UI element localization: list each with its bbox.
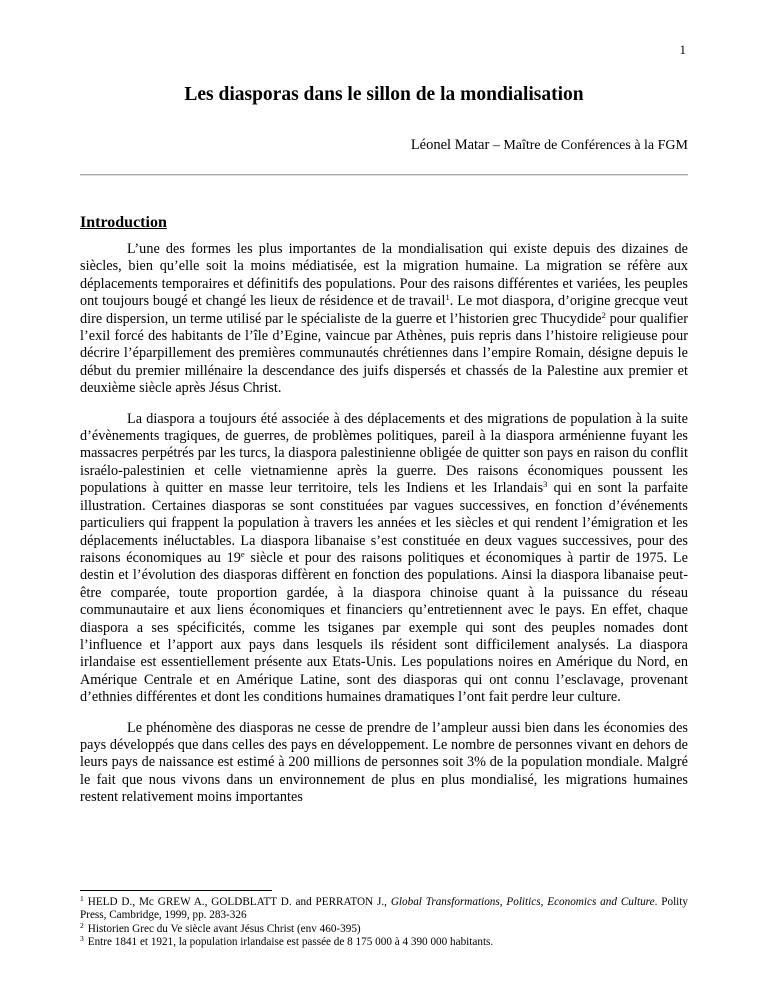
paragraph-1-text-b: . Le mot diaspora, d’origine grecque veut dire dispersion, un terme utilisé par le spécialiste de la guerre et l’historien grec Thucydide xyxy=(80,293,688,327)
century-superscript: e xyxy=(240,548,245,559)
footnote-text: Entre 1841 et 1921, la population irlandaise est passée de 8 175 000 à 4 390 000 habitants. xyxy=(87,936,494,949)
body-text xyxy=(80,241,688,820)
paragraph-3 xyxy=(80,720,688,807)
section-heading: Introduction xyxy=(80,214,167,231)
author-name: Léonel Matar xyxy=(410,137,490,153)
paragraph-2-text-a: La diaspora a toujours été associée à des déplacements et des migrations de population à la suite d’évènements tragiques, de guerres, de problèmes politiques, pareil à la diaspora arménienne fuyant les massacres perpétrés par les turcs, la diaspora palestinienne obligée de quitter son pays en raison du conflit israélo-palestinien et celle vietnamienne après la guerre. Des raisons économiques poussent les populations à quitter en masse leur territoire, tels les Indiens et les Irlandais xyxy=(80,410,688,497)
paragraph-1-text-c: pour qualifier l’exil forcé des habitants de l’île d’Egine, vaincue par Athènes, puis repris dans l’histoire religieuse pour décrire l’éparpillement des premières communautés chrétiennes dans l’empire Romain, désigne depuis le début du premier millénaire la descendance des juifs dispersés et chassés de la Palestine aux premier et deuxième siècle après Jésus Christ. xyxy=(80,310,688,397)
paragraph-3-text: Le phénomène des diasporas ne cesse de prendre de l’ampleur aussi bien dans les économies des pays développés que dans celles des pays en développement. Le nombre de personnes vivant en dehors de leurs pays de naissance est estimé à 200 millions de personnes soit 3% de la population mondiale. Malgré le fait que nous vivons dans un environnement de plus en plus mondialisé, les migrations humaines restent relativement moins importantes xyxy=(80,719,688,806)
footnote-number: 1 xyxy=(80,894,84,903)
footnote-book-title: Global Transformations, Politics, Economics and Culture xyxy=(390,896,655,908)
document-title: Les diasporas dans le sillon de la mondialisation xyxy=(184,84,584,105)
footnote-ref-1[interactable]: 1 xyxy=(445,292,450,303)
page-number: 1 xyxy=(679,42,686,57)
header-divider xyxy=(80,174,688,176)
paragraph-2 xyxy=(80,411,688,707)
paragraph-2-text-b: qui en sont la parfaite illustration. Certaines diasporas se sont constituées par vagues successives, en fonction d’événements particuliers qui frappent la population à travers les années et les siècles et qui rendent l’émigration et les déplacements inéluctables. La diaspora libanaise s’est constituée en deux vagues successives, pour des raisons économiques au 19 xyxy=(80,480,688,566)
author-affiliation: Maître de Conférences à la FGM xyxy=(503,138,688,153)
paragraph-1 xyxy=(80,241,688,398)
footnote-text: Historien Grec du Ve siècle avant Jésus Christ (env 460-395) xyxy=(87,922,361,935)
footnote-number: 2 xyxy=(80,920,84,930)
footnote-2 xyxy=(80,920,688,936)
paragraph-2-text-c: siècle et pour des raisons politiques et économiques à partir de 1975. Le destin et l’évolution des diasporas diffèrent en fonction des populations. Ainsi la diaspora libanaise peut-être comparée, toute proportion gardée, à la diaspora chinoise quant à la puissance du réseau communautaire et aux liens économiques et financiers qu’entretiennent avec le pays. En effet, chaque diaspora a ses spécificités, comme les tsiganes par exemple qui sont des peuples nomades dont l’influence et l’apport aux pays dans lesquels ils résident sont difficilement analysés. La diaspora irlandaise est essentiellement présente aux Etats-Unis. Les populations noires en Amérique du Nord, en Amérique Centrale et en Amérique Latine, sont des diasporas qui ont connu l’esclavage, provenant d’ethnies différentes et dont les conditions humaines dramatiques l’ont fait perdre leur culture. xyxy=(80,549,688,706)
footnote-number: 3 xyxy=(80,934,84,944)
author-separator: – xyxy=(489,138,504,153)
author-line xyxy=(300,137,688,154)
footnotes xyxy=(80,896,688,950)
footnote-divider xyxy=(80,890,272,891)
paragraph-1-text-a: L’une des formes les plus importantes de la mondialisation qui existe depuis des dizaines de siècles, bien qu’elle soit la moins médiatisée, est la migration humaine. La migration se réfère aux déplacements temporaires et définitifs des populations. Pour des raisons différentes et variées, les peuples ont toujours bougé et changé les lieux de résidence et de travail xyxy=(80,241,688,310)
footnote-text: . Polity Press, Cambridge, 1999, pp. 283-326 xyxy=(80,896,688,922)
footnote-3 xyxy=(80,936,688,949)
footnote-1 xyxy=(80,896,688,923)
footnote-ref-3[interactable]: 3 xyxy=(543,479,548,490)
footnote-text: HELD D., Mc GREW A., GOLDBLATT D. and PERRATON J., xyxy=(87,896,391,908)
footnote-ref-2[interactable]: 2 xyxy=(601,309,606,320)
